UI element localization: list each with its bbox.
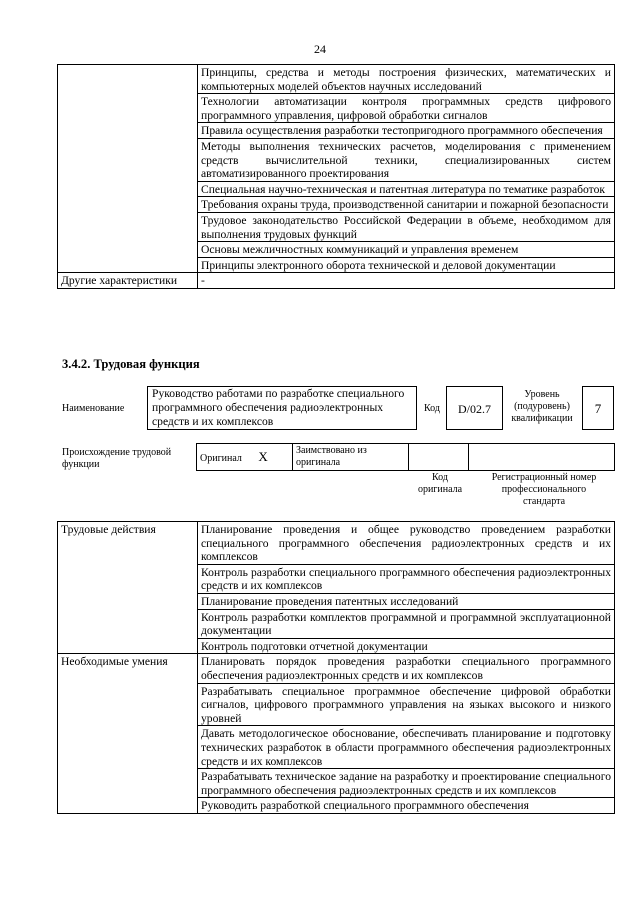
actions-table	[57, 521, 615, 814]
other-characteristics-label: Другие характеристики	[58, 273, 198, 289]
page-number: 24	[314, 42, 326, 56]
knowledge-item: Методы выполнения технических расчетов, моделирования с применением средств вычислительной техники, специализированных систем автоматизированного проектирования	[198, 138, 615, 181]
knowledge-item: Требования охраны труда, производственной санитарии и пожарной безопасности	[198, 197, 615, 213]
origin-table	[196, 443, 615, 471]
code-value: D/02.7	[458, 402, 491, 416]
original-label: Оригинал	[200, 452, 242, 464]
skill-item: Планировать порядок проведения разработки специального программного обеспечения радиоэлектронных средств и их комплексов	[198, 654, 615, 683]
skill-item: Руководить разработкой специального программного обеспечения	[198, 798, 615, 814]
function-name-box	[147, 386, 417, 430]
knowledge-table	[57, 64, 615, 289]
labor-action-item: Контроль разработки комплектов программной и программной эксплуатационной документации	[198, 609, 615, 638]
borrowed-label: Заимствовано из оригинала	[293, 444, 409, 471]
name-label: Наименование	[62, 403, 125, 414]
knowledge-item: Правила осуществления разработки тестопригодного программного обеспечения	[198, 123, 615, 139]
section-title: 3.4.2. Трудовая функция	[62, 357, 200, 371]
skill-item: Давать методологическое обоснование, обеспечивать планирование и подготовку технических разработок в области программного обеспечения радиоэлектронных средств и их комплексов	[198, 726, 615, 769]
labor-action-item: Планирование проведения патентных исследований	[198, 593, 615, 609]
original-cell	[197, 444, 293, 471]
skill-item: Разрабатывать техническое задание на разработку и проектирование специального программного обеспечения радиоэлектронных средств и их комплексов	[198, 769, 615, 798]
table-row	[58, 522, 615, 565]
table-row	[58, 273, 615, 289]
level-value: 7	[594, 401, 602, 416]
code-box	[446, 386, 503, 430]
knowledge-item: Технологии автоматизации контроля программных средств цифрового программного управления, цифровой обработки сигналов	[198, 94, 615, 123]
origin-label: Происхождение трудовой функции	[62, 447, 172, 470]
knowledge-item: Принципы электронного оборота технической и деловой документации	[198, 257, 615, 273]
original-code-cell	[409, 444, 469, 471]
knowledge-item: Основы межличностных коммуникаций и управления временем	[198, 242, 615, 258]
registration-number-cell	[469, 444, 615, 471]
labor-action-item: Планирование проведения и общее руководство проведением разработки специального программного обеспечения радиоэлектронных средств и их комплексов	[198, 522, 615, 565]
function-name: Руководство работами по разработке специального программного обеспечения радиоэлектронных средств и их комплексов	[152, 387, 405, 428]
labor-action-item: Контроль разработки специального программного обеспечения радиоэлектронных средств и их комплексов	[198, 564, 615, 593]
code-label: Код	[424, 403, 440, 414]
original-mark: X	[258, 448, 268, 464]
required-skills-label: Необходимые умения	[58, 654, 198, 814]
level-box	[582, 386, 614, 430]
labor-action-item: Контроль подготовки отчетной документации	[198, 638, 615, 654]
registration-caption: Регистрационный номер профессионального стандарта	[491, 472, 597, 507]
code-caption: Код оригинала	[417, 472, 463, 495]
knowledge-item: Принципы, средства и методы построения физических, математических и компьютерных моделей объектов научных исследований	[198, 65, 615, 94]
level-label: Уровень (подуровень) квалификации	[511, 389, 573, 424]
skill-item: Разрабатывать специальное программное обеспечение цифровой обработки сигналов, цифрового программного управления на языках высокого и низкого уровней	[198, 683, 615, 726]
knowledge-item: Специальная научно-техническая и патентная литература по тематике разработок	[198, 181, 615, 197]
other-characteristics-value: -	[198, 273, 615, 289]
labor-actions-label: Трудовые действия	[58, 522, 198, 654]
table-row	[58, 65, 615, 94]
knowledge-item: Трудовое законодательство Российской Федерации в объеме, необходимом для выполнения трудовых функций	[198, 212, 615, 241]
table-row	[58, 654, 615, 683]
